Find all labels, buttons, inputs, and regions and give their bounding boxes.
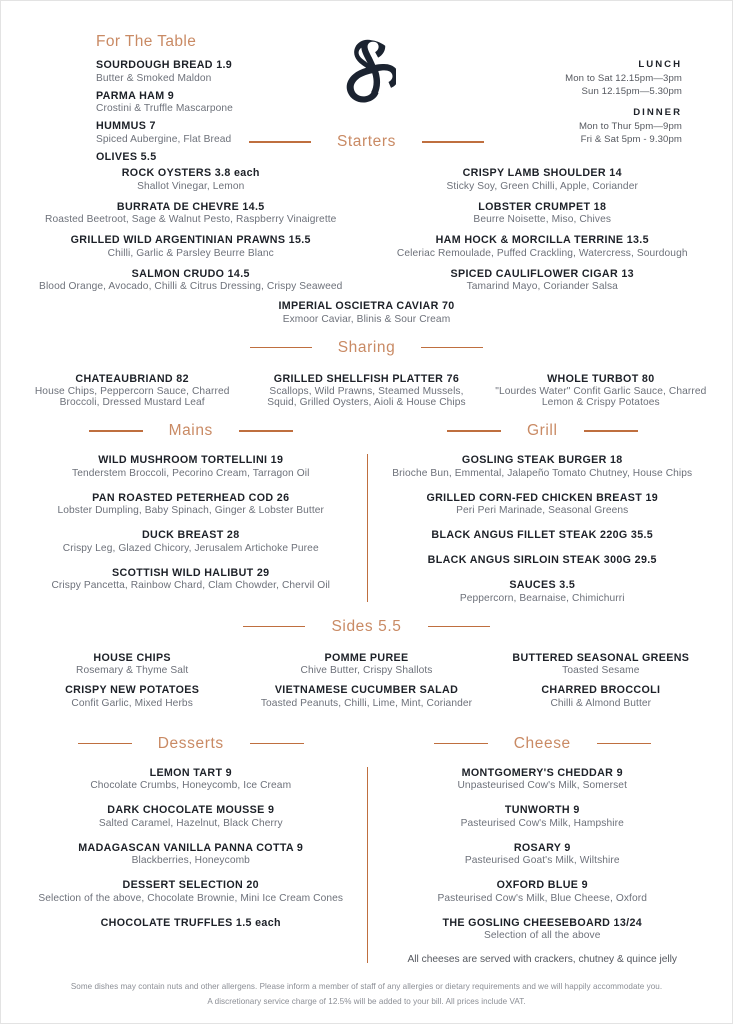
dish-description: Lobster Dumpling, Baby Spinach, Ginger & Lobster Butter (57, 505, 325, 516)
dish-description: Peppercorn, Bearnaise, Chimichurri (459, 592, 625, 604)
dish-name: BLACK ANGUS SIRLOIN STEAK 300G 29.5 (427, 554, 657, 566)
dinner-line: Fri & Sat 5pm - 9.30pm (580, 134, 682, 145)
list-item (375, 268, 711, 293)
dish-description: Shallot Vinegar, Lemon (137, 180, 245, 192)
for-the-table-heading: For The Table (96, 33, 197, 50)
dish-description: "Lourdes Water" Confit Garlic Sauce, Charred Lemon & Crispy Potatoes (495, 386, 707, 408)
dish-name: DARK CHOCOLATE MOUSSE 9 (107, 804, 275, 816)
dish-name: SALMON CRUDO 14.5 (131, 267, 250, 280)
desserts-cheese-section (15, 767, 718, 966)
dish-description: Toasted Sesame (562, 665, 640, 676)
dish-description: Scallops, Wild Prawns, Steamed Mussels, Squid, Grilled Oysters, Aioli & House Chips (267, 386, 466, 408)
dish-name: LOBSTER CRUMPET 18 (478, 200, 607, 213)
dish-description: Salted Caramel, Hazelnut, Black Cherry (98, 817, 283, 829)
rule-right (239, 430, 293, 432)
allergen-notice: Some dishes may contain nuts and other allergens. Please inform a member of staff of any allergies or dietary requirements and we will happily accommodate you. (70, 982, 663, 991)
dish-description: House Chips, Peppercorn Sauce, Charred Broccoli, Dressed Mustard Leaf (34, 386, 230, 408)
section-title: Starters (336, 133, 397, 150)
list-item (96, 151, 346, 163)
list-item (25, 917, 357, 929)
list-item (25, 767, 357, 792)
dish-name: ROCK OYSTERS 3.8 each (121, 167, 260, 179)
list-item (257, 684, 475, 709)
list-item (23, 268, 359, 293)
list-item (23, 167, 359, 192)
dish-name: BURRATA DE CHEVRE 14.5 (116, 200, 265, 213)
list-item (23, 652, 241, 677)
dish-description: Pasteurised Goat's Milk, Wiltshire (464, 855, 620, 866)
list-item (23, 684, 241, 709)
dish-name: BUTTERED SEASONAL GREENS (512, 651, 690, 664)
dish-description: Crispy Pancetta, Rainbow Chard, Clam Chowder, Chervil Oil (51, 580, 331, 591)
dish-description: Selection of all the above (484, 930, 601, 941)
dish-description: Peri Peri Marinade, Seasonal Greens (456, 505, 629, 516)
dish-description: Toasted Peanuts, Chilli, Lime, Mint, Coriander (260, 697, 473, 709)
rule-left (243, 626, 305, 628)
list-item (27, 454, 355, 479)
list-item (27, 529, 355, 554)
dish-description: Chilli & Almond Butter (550, 697, 652, 709)
opening-hours (452, 59, 682, 146)
dish-name: SAUCES 3.5 (509, 579, 576, 591)
rule-left (78, 743, 132, 745)
dish-description: Celeriac Remoulade, Puffed Crackling, Watercress, Sourdough (396, 247, 688, 259)
dish-description: Selection of the above, Chocolate Brownie, Mini Ice Cream Cones (38, 892, 344, 904)
list-item (25, 373, 239, 409)
list-item (27, 567, 355, 592)
dish-name: BLACK ANGUS FILLET STEAK 220G 35.5 (431, 529, 654, 541)
dish-name: POMME PUREE (324, 651, 409, 664)
section-title: Mains (168, 422, 213, 439)
rule-right (250, 743, 304, 745)
dish-name: GRILLED CORN-FED CHICKEN BREAST 19 (426, 491, 659, 504)
list-item (379, 454, 707, 479)
dish-name: TUNWORTH 9 (504, 804, 580, 816)
service-charge-notice: A discretionary service charge of 12.5% will be added to your bill. All prices include VAT. (207, 997, 526, 1006)
dish-description: Blackberries, Honeycomb (131, 855, 250, 866)
dish-name: MONTGOMERY'S CHEDDAR 9 (461, 766, 623, 779)
section-title: Cheese (513, 734, 571, 752)
list-item (375, 234, 711, 259)
sharing-column (15, 373, 249, 409)
dish-description: Spiced Aubergine, Flat Bread (96, 133, 232, 145)
list-item (375, 201, 711, 226)
list-item (25, 842, 357, 867)
list-item (379, 554, 707, 566)
sides-column (249, 652, 483, 717)
dish-name: MADAGASCAN VANILLA PANNA COTTA 9 (78, 841, 304, 854)
rule-left (250, 347, 312, 349)
list-item (379, 579, 707, 604)
cheese-note: All cheeses are served with crackers, chutney & quince jelly (407, 954, 678, 965)
dish-description: Unpasteurised Cow's Milk, Somerset (457, 780, 628, 791)
rule-left (89, 430, 143, 432)
grill-header (367, 422, 719, 440)
rule-left (447, 430, 501, 432)
dish-name: VIETNAMESE CUCUMBER SALAD (274, 684, 459, 696)
section-title: Grill (526, 422, 558, 439)
grill-column (367, 454, 719, 604)
caviar-feature-item (15, 300, 718, 325)
dish-description: Chocolate Crumbs, Honeycomb, Ice Cream (90, 780, 292, 791)
list-item (23, 201, 359, 226)
dish-description: Exmoor Caviar, Blinis & Sour Cream (282, 313, 451, 325)
list-item (257, 652, 475, 677)
dish-name: CHARRED BROCCOLI (541, 684, 661, 696)
starters-right-column (367, 167, 719, 292)
dish-name: CHATEAUBRIAND 82 (75, 372, 189, 385)
dish-name: WILD MUSHROOM TORTELLINI 19 (98, 454, 284, 466)
dish-name: CHOCOLATE TRUFFLES 1.5 each (100, 916, 281, 929)
dish-name: CRISPY LAMB SHOULDER 14 (462, 167, 622, 179)
dish-name: GRILLED WILD ARGENTINIAN PRAWNS 15.5 (70, 234, 311, 246)
dish-name: HOUSE CHIPS (93, 651, 171, 664)
sides-column (15, 652, 249, 717)
list-item (377, 842, 709, 867)
section-title: Sides 5.5 (331, 617, 402, 635)
dish-name: DESSERT SELECTION 20 (122, 879, 259, 891)
dish-name: HUMMUS 7 (96, 120, 156, 132)
sharing-column (484, 373, 718, 409)
lunch-line: Sun 12.15pm—5.30pm (581, 86, 682, 97)
list-item (25, 879, 357, 904)
list-item (494, 373, 708, 409)
rule-right (597, 743, 651, 745)
vertical-divider (367, 767, 368, 964)
dish-name: DUCK BREAST 28 (141, 529, 240, 541)
spacer (452, 98, 682, 107)
dish-name: IMPERIAL OSCIETRA CAVIAR 70 (278, 300, 455, 312)
dish-name: GRILLED SHELLFISH PLATTER 76 (273, 372, 460, 385)
cheese-column (367, 767, 719, 966)
rule-right (421, 347, 483, 349)
sharing-column (249, 373, 483, 409)
list-item (492, 652, 710, 677)
dish-name: ROSARY 9 (513, 841, 571, 854)
rule-left (434, 743, 488, 745)
cheese-header (367, 735, 719, 753)
dish-description: Confit Garlic, Mixed Herbs (71, 697, 193, 709)
dish-name: LEMON TART 9 (149, 766, 232, 779)
list-item (27, 492, 355, 517)
dish-name: OLIVES 5.5 (96, 150, 157, 163)
footer-disclaimer (15, 979, 718, 1009)
desserts-cheese-headers (15, 735, 718, 753)
list-item (377, 767, 709, 792)
list-item (259, 373, 473, 409)
dish-name: SOURDOUGH BREAD 1.9 (96, 59, 233, 71)
list-item (375, 167, 711, 192)
list-item (377, 804, 709, 829)
dish-description: Chilli, Garlic & Parsley Beurre Blanc (107, 247, 274, 259)
dish-description: Tenderstem Broccoli, Pecorino Cream, Tarragon Oil (72, 467, 310, 479)
mains-header (15, 422, 367, 440)
mains-grill-headers (15, 422, 718, 440)
desserts-column (15, 767, 367, 966)
dish-name: PAN ROASTED PETERHEAD COD 26 (92, 491, 290, 504)
dish-description: Rosemary & Thyme Salt (76, 665, 189, 676)
lunch-line: Mon to Sat 12.15pm—3pm (565, 73, 682, 84)
dish-description: Beurre Noisette, Miso, Chives (473, 214, 612, 225)
sides-column (484, 652, 718, 717)
dish-description: Blood Orange, Avocado, Chilli & Citrus Dressing, Crispy Seaweed (39, 281, 343, 292)
dish-name: THE GOSLING CHEESEBOARD 13/24 (442, 916, 643, 929)
dish-description: Crispy Leg, Glazed Chicory, Jerusalem Artichoke Puree (62, 542, 319, 554)
dish-name: SCOTTISH WILD HALIBUT 29 (112, 566, 270, 579)
sides-header (15, 618, 718, 636)
list-item (377, 917, 709, 942)
list-item (377, 879, 709, 904)
list-item (379, 529, 707, 541)
dish-description: Chive Butter, Crispy Shallots (300, 665, 433, 676)
sharing-header (15, 339, 718, 357)
starters-left-column (15, 167, 367, 292)
dish-name: GOSLING STEAK BURGER 18 (461, 454, 623, 466)
dish-description: Pasteurised Cow's Milk, Blue Cheese, Oxford (437, 892, 647, 904)
dish-name: SPICED CAULIFLOWER CIGAR 13 (450, 267, 634, 280)
vertical-divider (367, 454, 368, 602)
rule-right (428, 626, 490, 628)
dish-description: Brioche Bun, Emmental, Jalapeño Tomato Chutney, House Chips (392, 467, 693, 479)
dish-name: WHOLE TURBOT 80 (547, 372, 655, 385)
dish-description: Roasted Beetroot, Sage & Walnut Pesto, Raspberry Vinaigrette (45, 214, 337, 225)
dish-name: OXFORD BLUE 9 (496, 879, 588, 891)
dish-description: Pasteurised Cow's Milk, Hampshire (460, 817, 624, 829)
dish-name: PARMA HAM 9 (96, 89, 175, 102)
list-item (96, 120, 346, 145)
lunch-title: LUNCH (638, 59, 682, 70)
sides-section (15, 652, 718, 717)
dish-description: Tamarind Mayo, Coriander Salsa (466, 281, 618, 292)
dish-description: Sticky Soy, Green Chilli, Apple, Coriander (446, 180, 638, 192)
list-item (25, 804, 357, 829)
mains-column (15, 454, 367, 604)
sharing-section (15, 373, 718, 409)
rule-right (584, 430, 638, 432)
desserts-header (15, 735, 367, 753)
list-item (379, 492, 707, 517)
dish-name: HAM HOCK & MORCILLA TERRINE 13.5 (435, 234, 649, 246)
list-item (23, 234, 359, 259)
gosling-ampersand-logo-icon (338, 37, 396, 109)
section-title: Desserts (157, 734, 224, 752)
dish-description: Butter & Smoked Maldon (96, 72, 212, 84)
dish-description: Crostini & Truffle Mascarpone (96, 103, 233, 114)
starters-section (15, 167, 718, 292)
mains-grill-section (15, 454, 718, 604)
section-title: Sharing (337, 338, 396, 356)
dinner-title: DINNER (633, 107, 682, 118)
dish-name: CRISPY NEW POTATOES (65, 684, 200, 696)
list-item (492, 684, 710, 709)
dinner-line: Mon to Thur 5pm—9pm (578, 121, 682, 132)
